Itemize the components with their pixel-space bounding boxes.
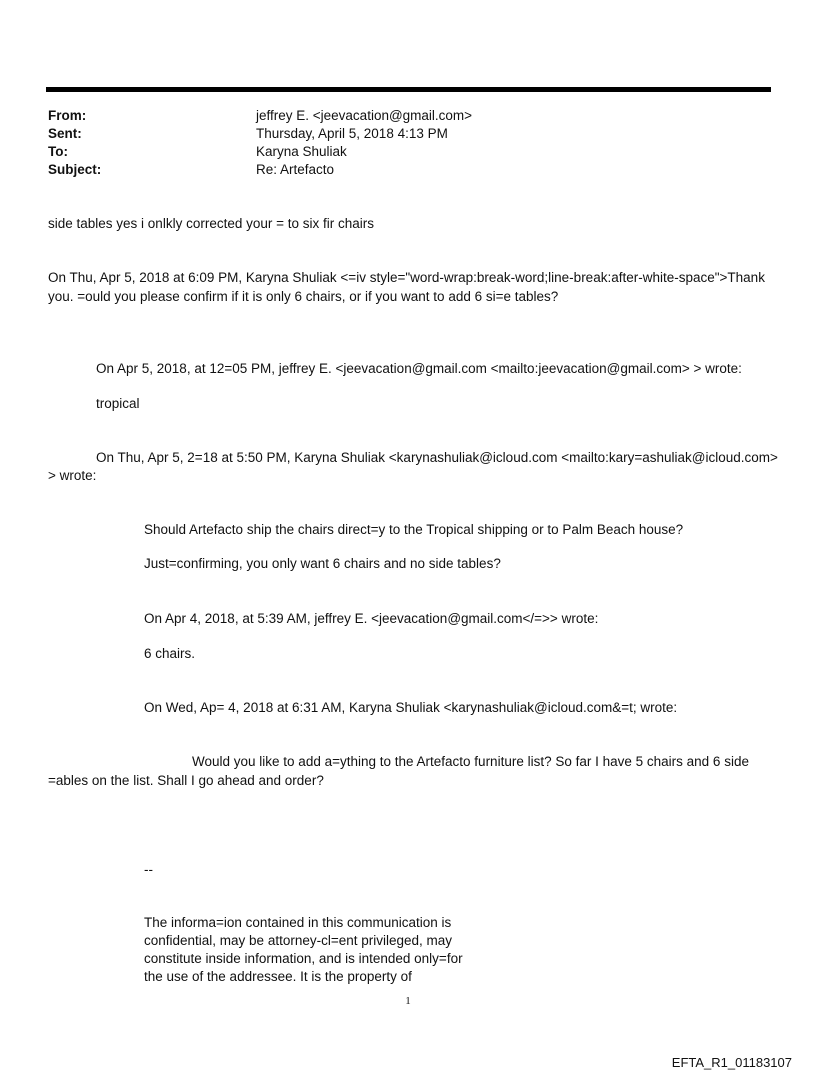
- quote2-header: On Apr 5, 2018, at 12=05 PM, jeffrey E. <jeevacation@gmail.com <mailto:jeevacation@gmail.com> > wrote:: [96, 361, 742, 376]
- from-value: jeffrey E. <jeevacation@gmail.com>: [256, 108, 473, 123]
- from-row: [48, 107, 472, 125]
- sent-label: Sent:: [48, 126, 82, 141]
- document-id: EFTA_R1_01183107: [671, 1055, 792, 1070]
- quote1-line1: On Thu, Apr 5, 2018 at 6:09 PM, Karyna Shuliak <=iv style="word-wrap:break-word;line-break:after-white-space">Thank: [48, 270, 765, 285]
- disclaimer-line3: constitute inside information, and is intended only=for: [144, 951, 463, 966]
- quote5-line1: Would you like to add a=ything to the Artefacto furniture list? So far I have 5 chairs and 6 side: [192, 754, 749, 769]
- quote3-line2: > wrote:: [48, 468, 97, 483]
- quote3-paragraph2: Just=confirming, you only want 6 chairs and no side tables?: [144, 556, 501, 571]
- signature-separator: --: [144, 862, 153, 877]
- to-value: Karyna Shuliak: [256, 144, 347, 159]
- quote4-body: 6 chairs.: [144, 646, 196, 661]
- disclaimer-line4: the use of the addressee. It is the property of: [144, 969, 412, 984]
- sent-value: Thursday, April 5, 2018 4:13 PM: [256, 126, 448, 141]
- to-label: To:: [48, 144, 68, 159]
- disclaimer-line1: The informa=ion contained in this communication is: [144, 915, 452, 930]
- header-rule: [46, 87, 771, 92]
- reply-text: side tables yes i onlkly corrected your = to six fir chairs: [48, 216, 375, 231]
- disclaimer-line2: confidential, may be attorney-cl=ent privileged, may: [144, 933, 453, 948]
- quote5-header: On Wed, Ap= 4, 2018 at 6:31 AM, Karyna Shuliak <karynashuliak@icloud.com&=t; wrote:: [144, 700, 678, 715]
- to-row: [48, 143, 472, 161]
- subject-row: [48, 161, 472, 179]
- quote3-line1: On Thu, Apr 5, 2=18 at 5:50 PM, Karyna Shuliak <karynashuliak@icloud.com <mailto:kary=ashuliak@icloud.com>: [96, 450, 778, 465]
- page-number: 1: [405, 995, 411, 1007]
- subject-value: Re: Artefacto: [256, 162, 335, 177]
- quote1-line2: you. =ould you please confirm if it is only 6 chairs, or if you want to add 6 si=e tables?: [48, 289, 559, 304]
- from-label: From:: [48, 108, 87, 123]
- email-header: [48, 107, 472, 179]
- quote5-line2: =ables on the list. Shall I go ahead and order?: [48, 773, 324, 788]
- quote2-body: tropical: [96, 396, 140, 411]
- quote4-header: On Apr 4, 2018, at 5:39 AM, jeffrey E. <jeevacation@gmail.com</=>> wrote:: [144, 611, 599, 626]
- quote3-paragraph1: Should Artefacto ship the chairs direct=y to the Tropical shipping or to Palm Beach house?: [144, 522, 684, 537]
- subject-label: Subject:: [48, 162, 102, 177]
- sent-row: [48, 125, 472, 143]
